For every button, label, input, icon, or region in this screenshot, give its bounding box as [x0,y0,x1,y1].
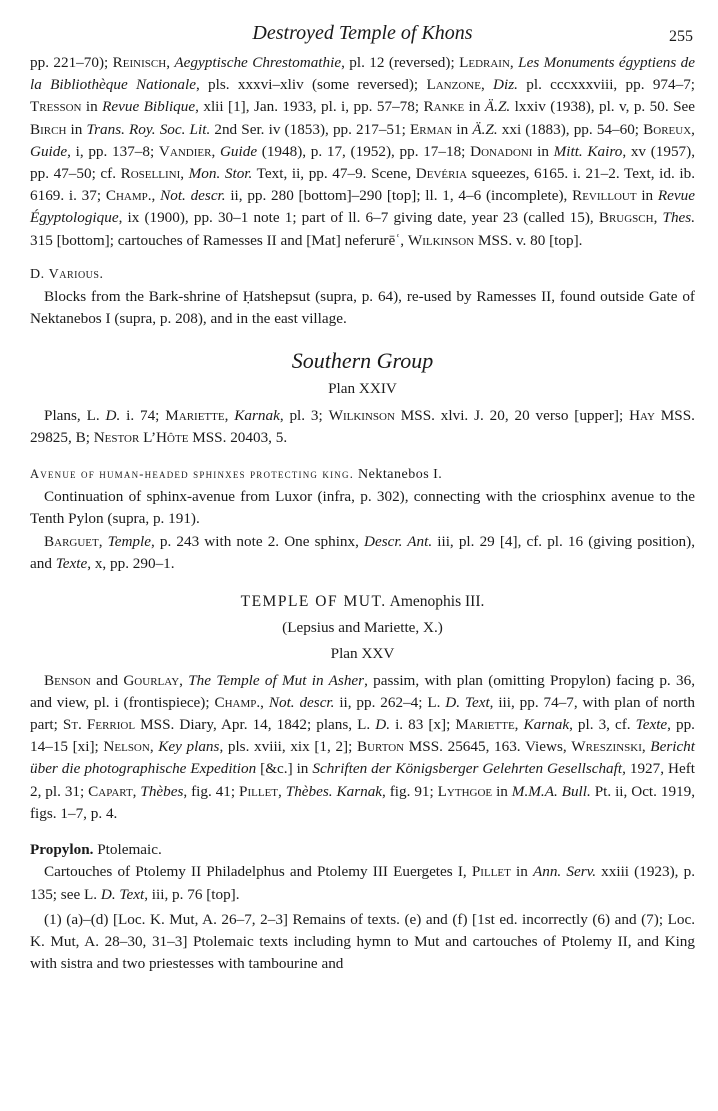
propylon-paragraph-1: Cartouches of Ptolemy II Philadelphus and Ptolemy III Euergetes I, Pillet in Ann. Serv. xxiii (1923), p. 135; see L. D. Text, iii, p. 76 [top]. [30,863,695,903]
document-page [30,18,695,975]
bibliography-paragraph: pp. 221–70); Reinisch, Aegyptische Chrestomathie, pl. 12 (reversed); Ledrain, Les Monuments égyptiens de la Bibliothèque Nationale, pls. xxxvi–xliv (some reversed); Lanzone, Diz. pl. cccxxxviii, pp. 974–7; Tresson in Revue Biblique, xlii [1], Jan. 1933, pl. i, pp. 57–78; Ranke in Ä.Z. lxxiv (1938), pl. v, p. 50. See Birch in Trans. Roy. Soc. Lit. 2nd Ser. iv (1853), pp. 217–51; Erman in Ä.Z. xxi (1883), pp. 54–60; Boreux, Guide, i, pp. 137–8; Vandier, Guide (1948), p. 17, (1952), pp. 17–18; Donadoni in Mitt. Kairo, xv (1957), pp. 47–50; cf. Rosellini, Mon. Stor. Text, ii, pp. 47–9. Scene, Devéria squeezes, 6165. i. 21–2. Text, id. ib. 6169. i. 37; Champ., Not. descr. ii, pp. 280 [bottom]–290 [top]; ll. 1, 4–6 (incomplete), Revillout in Revue Égyptologique, ix (1900), pp. 30–1 note 1; part of ll. 6–7 giving date, year 23 (called 15), Brugsch, Thes. 315 [bottom]; cartouches of Ramesses II and [Mat] neferurēʿ, Wilkinson MSS. v. 80 [top]. [30,54,696,249]
section-heading-avenue: Avenue of human-headed sphinxes protecting king. Nektanebos I. [30,467,443,483]
page-header [30,18,695,52]
mut-subtitle: (Lepsius and Mariette, X.) [282,619,443,637]
avenue-bibliography: Barguet, Temple, p. 243 with note 2. One sphinx, Descr. Ant. iii, pl. 29 [4], cf. pl. 16 (giving position), and Texte, x, pp. 290–1. [30,532,696,572]
temple-of-mut-title: TEMPLE OF MUT. Amenophis III. [240,593,485,611]
mut-plan-label: Plan XXV [330,645,395,663]
propylon-heading: Propylon. Ptolemaic. [30,841,162,859]
mut-bibliography: Benson and Gourlay, The Temple of Mut in Asher, passim, with plan (omitting Propylon) facing p. 36, and view, pl. i (frontispiece); Champ., Not. descr. ii, pp. 262–4; L. D. Text, iii, pp. 74–7, with plan of north part; St. Ferriol MSS. Diary, Apr. 14, 1842; plans, L. D. i. 83 [x]; Mariette, Karnak, pl. 3, cf. Texte, pp. 14–15 [xi]; Nelson, Key plans, pls. xviii, xix [1, 2]; Burton MSS. 25645, 163. Views, Wreszinski, Bericht über die photographische Expedition [&c.] in Schriften der Königsberger Gelehrten Gesellschaft, 1927, Heft 2, pl. 31; Capart, Thèbes, fig. 41; Pillet, Thèbes. Karnak, fig. 91; Lythgoe in M.M.A. Bull. Pt. ii, Oct. 1919, figs. 1–7, p. 4. [30,671,696,822]
section-heading-various: D. Various. [30,266,104,282]
southern-plans-paragraph: Plans, L. D. i. 74; Mariette, Karnak, pl. 3; Wilkinson MSS. xlvi. J. 20, 20 verso [upper]; Hay MSS. 29825, B; Nestor L’Hôte MSS. 20403, 5. [30,406,695,446]
propylon-paragraph-2: (1) (a)–(d) [Loc. K. Mut, A. 26–7, 2–3] Remains of texts. (e) and (f) [1st ed. incorrectly (6) and (7); Loc. K. Mut, A. 28–30, 31–3] Ptolemaic texts including hymn to Mut and cartouches of Ptolemy II, and King with sistra and two priestesses with tambourine and [30,910,695,973]
plan-label: Plan XXIV [328,380,397,398]
page-number: 255 [669,28,693,45]
avenue-paragraph: Continuation of sphinx-avenue from Luxor (infra, p. 302), connecting with the criosphinx avenue to the Tenth Pylon (supra, p. 191). [30,488,695,528]
group-title: Southern Group [291,348,434,374]
running-title: Destroyed Temple of Khons [252,22,473,44]
various-paragraph: Blocks from the Bark-shrine of Ḥatshepsut (supra, p. 64), re-used by Ramesses II, found outside Gate of Nektanebos I (supra, p. 208), and in the east village. [30,288,695,328]
